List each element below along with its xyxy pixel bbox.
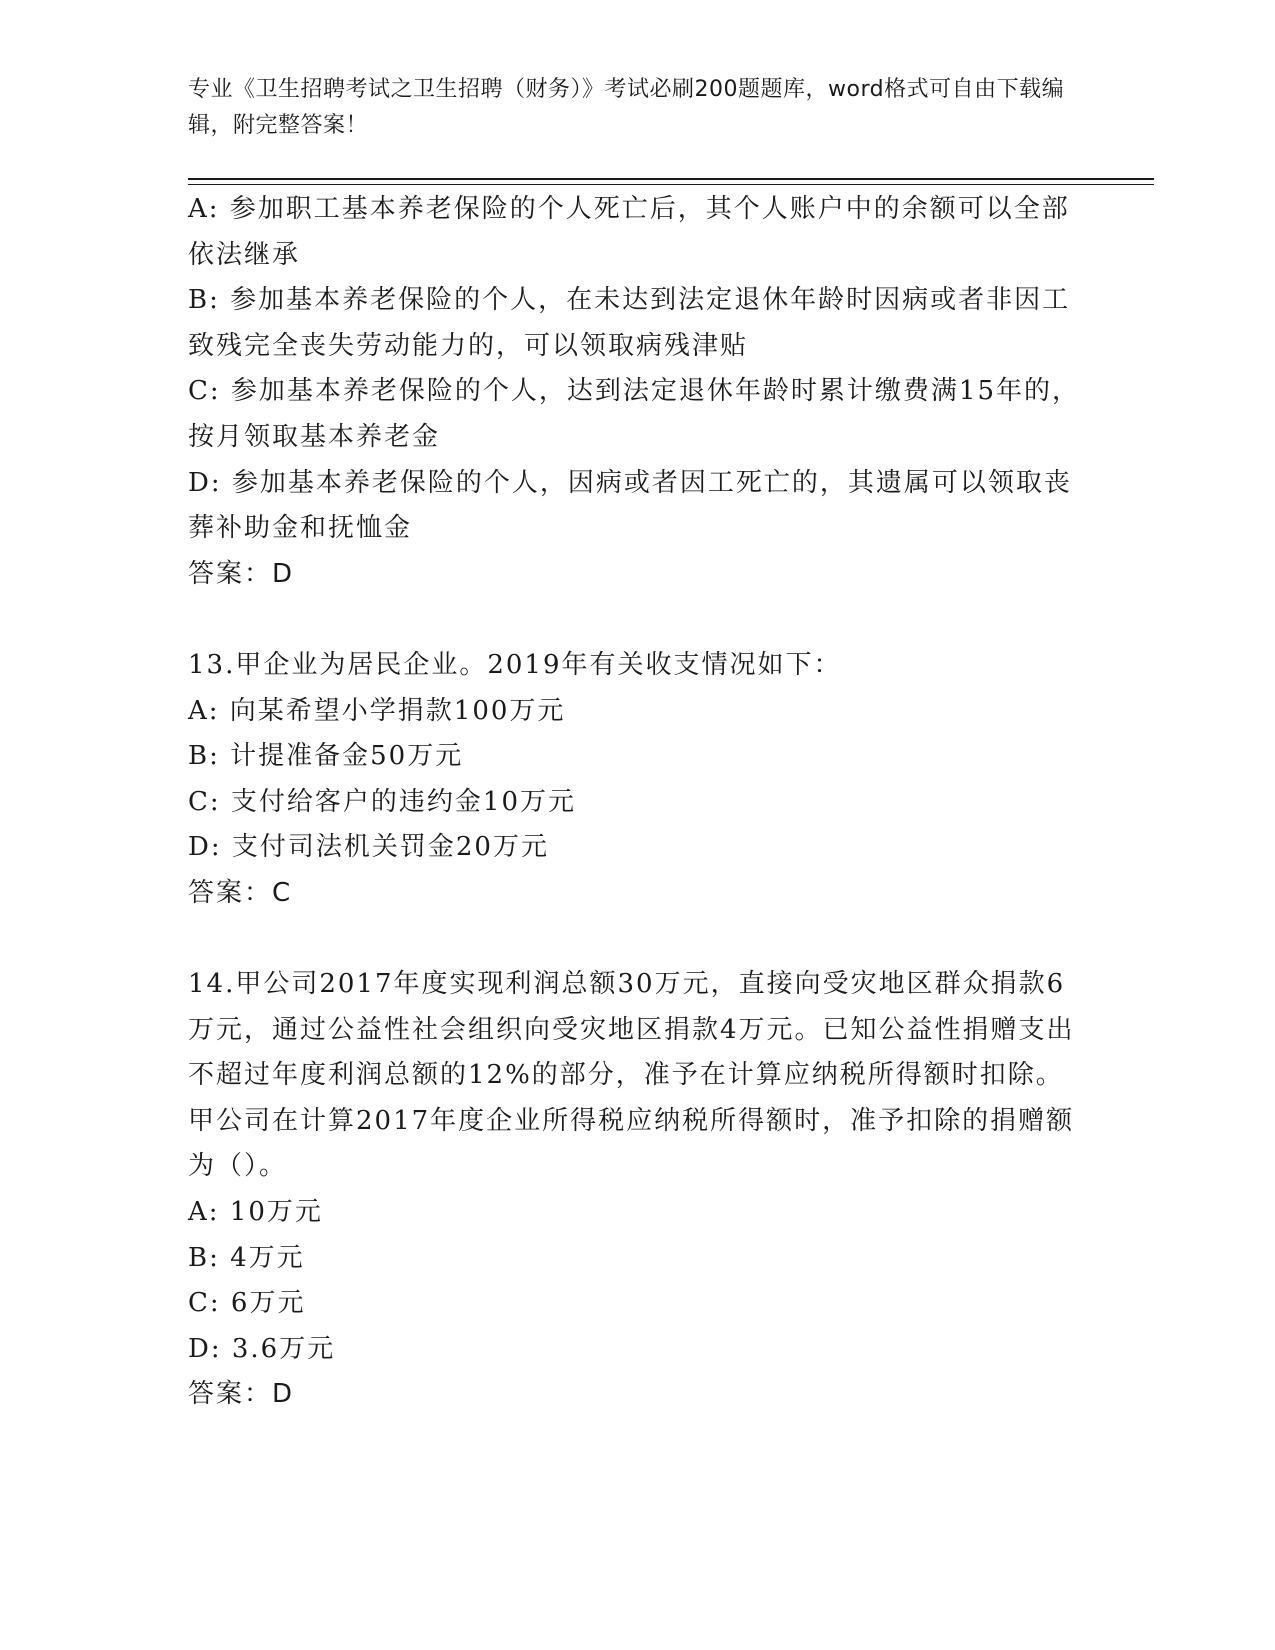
option-a: A: 向某希望小学捐款100万元: [188, 695, 566, 726]
answer: 答案：D: [188, 1379, 295, 1410]
question-stem: 13.甲企业为居民企业。2019年有关收支情况如下：: [188, 649, 842, 680]
header-divider-thick: [188, 178, 1154, 180]
document-body: [188, 187, 1088, 1418]
question-spacer: [188, 917, 1088, 963]
option-c: C: 6万元: [188, 1288, 306, 1319]
option-a: A: 10万元: [188, 1197, 323, 1228]
question-spacer: [188, 597, 1088, 643]
answer: 答案：C: [188, 877, 293, 908]
option-b: B: 4万元: [188, 1242, 305, 1273]
question-13: [188, 643, 1088, 917]
document-header: 专业《卫生招聘考试之卫生招聘（财务）》考试必刷200题题库，word格式可自由下载编辑，附完整答案！: [188, 77, 1065, 138]
option-d: D: 3.6万元: [188, 1333, 336, 1364]
option-d: D: 支付司法机关罚金20万元: [188, 832, 549, 863]
option-c: C: 参加基本养老保险的个人，达到法定退休年龄时累计缴费满15年的，按月领取基本养老金: [188, 376, 1081, 452]
question-stem: 14.甲公司2017年度实现利润总额30万元，直接向受灾地区群众捐款6万元，通过公益性社会组织向受灾地区捐款4万元。已知公益性捐赠支出不超过年度利润总额的12%的部分，准予在计算应纳税所得额时扣除。甲公司在计算2017年度企业所得税应纳税所得额时，准予扣除的捐赠额为（）。: [188, 969, 1075, 1182]
question-12: [188, 187, 1088, 597]
option-d: D: 参加基本养老保险的个人，因病或者因工死亡的，其遗属可以领取丧葬补助金和抚恤金: [188, 467, 1072, 544]
option-b: B: 参加基本养老保险的个人，在未达到法定退休年龄时因病或者非因工致残完全丧失劳动能力的，可以领取病残津贴: [188, 285, 1071, 361]
header-divider-thin: [188, 184, 1154, 185]
answer: 答案：D: [188, 558, 295, 589]
option-c: C: 支付给客户的违约金10万元: [188, 786, 577, 817]
option-a: A: 参加职工基本养老保险的个人死亡后，其个人账户中的余额可以全部依法继承: [188, 194, 1070, 270]
option-b: B: 计提准备金50万元: [188, 741, 464, 772]
question-14: [188, 962, 1088, 1418]
